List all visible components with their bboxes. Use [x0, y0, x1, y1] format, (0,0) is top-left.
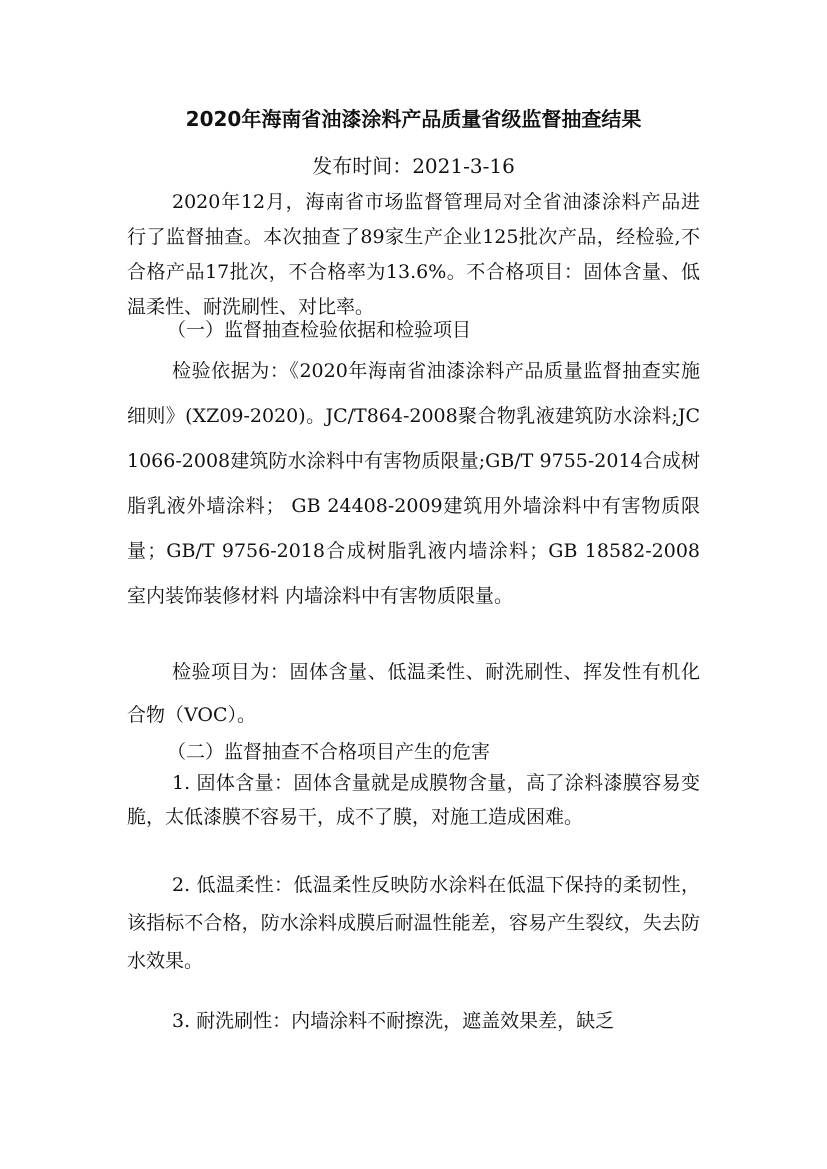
- hazard-paragraph-3: 3. 耐洗刷性：内墙涂料不耐擦洗，遮盖效果差，缺乏: [172, 1010, 615, 1032]
- section-heading-1: （一）监督抽查检验依据和检验项目: [167, 319, 472, 341]
- hazard-paragraph-2: 2. 低温柔性：低温柔性反映防水涂料在低温下保持的柔韧性，该指标不合格，防水涂料成膜后耐温性能差，容易产生裂纹，失去防水效果。: [127, 874, 700, 972]
- document-title: 2020年海南省油漆涂料产品质量省级监督抽查结果: [185, 107, 642, 131]
- section-heading-2: （二）监督抽查不合格项目产生的危害: [167, 741, 491, 763]
- items-paragraph: 检验项目为：固体含量、低温柔性、耐洗刷性、挥发性有机化合物（VOC）。: [127, 661, 700, 726]
- publish-date: 发布时间：2021-3-16: [312, 154, 515, 178]
- basis-paragraph: 检验依据为：《2020年海南省油漆涂料产品质量监督抽查实施细则》(XZ09-2020)。JC/T864-2008聚合物乳液建筑防水涂料;JC 1066-2008建筑防水涂料中有害物质限量;GB/T 9755-2014合成树脂乳液外墙涂料； GB 24408-2009建筑用外墙涂料中有害物质限量；GB/T 9756-2018合成树脂乳液内墙涂料；GB 18582-2008室内装饰装修材料 内墙涂料中有害物质限量。: [127, 360, 700, 607]
- intro-paragraph: 2020年12月，海南省市场监督管理局对全省油漆涂料产品进行了监督抽查。本次抽查了89家生产企业125批次产品，经检验,不合格产品17批次，不合格率为13.6%。不合格项目：固体含量、低温柔性、耐洗刷性、对比率。: [127, 191, 700, 318]
- hazard-paragraph-1: 1. 固体含量：固体含量就是成膜物含量，高了涂料漆膜容易变脆，太低漆膜不容易干，成不了膜，对施工造成困难。: [127, 772, 700, 828]
